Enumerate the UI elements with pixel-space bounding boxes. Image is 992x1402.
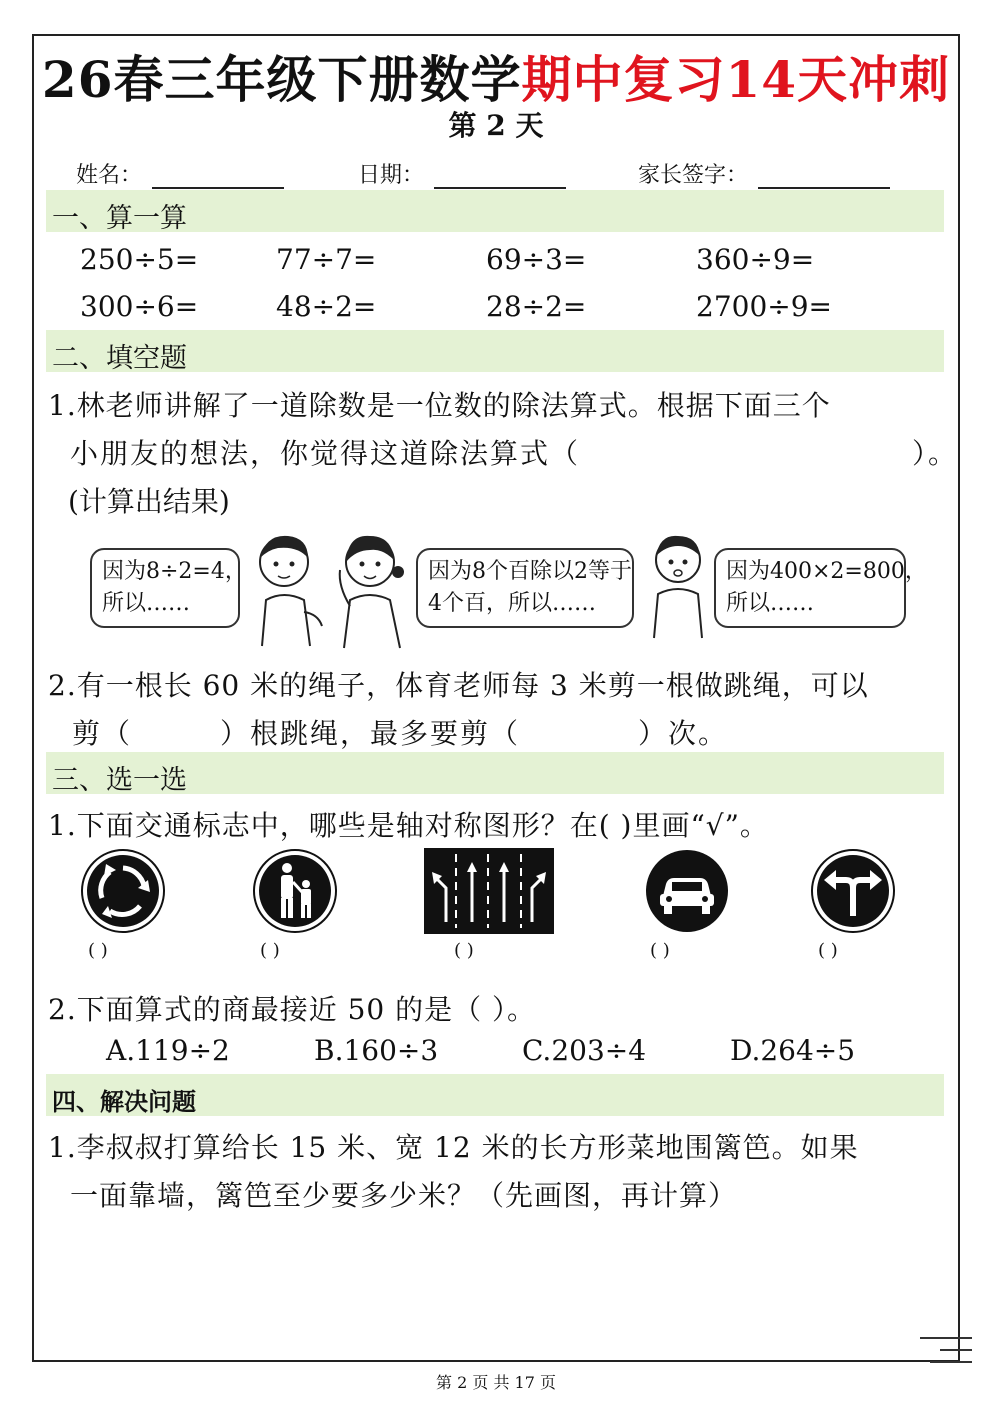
girl-illustration — [326, 526, 414, 650]
answer-paren-4[interactable]: ( ) — [650, 940, 670, 961]
calc-item: 250÷5= — [80, 243, 199, 276]
solve-q1-line2: 一面靠墙，篱笆至少要多少米？（先画图，再计算） — [70, 1179, 738, 1212]
left-right-turn-sign-icon — [810, 848, 896, 934]
calc-item: 69÷3= — [486, 243, 587, 276]
calc-item: 300÷6= — [80, 290, 199, 323]
bubble-1-line2: 所以…… — [102, 591, 191, 616]
answer-paren-5[interactable]: ( ) — [818, 940, 838, 961]
bubble-3-line1: 因为400×2=800， — [726, 559, 927, 584]
section-fill-header — [46, 330, 944, 372]
parent-sign-field — [638, 158, 890, 189]
fill-q1-line2: 小朋友的想法，你觉得这道除法算式（ — [70, 437, 581, 470]
calc-item: 28÷2= — [486, 290, 587, 323]
section-solve-header — [46, 1074, 944, 1116]
calc-item: 77÷7= — [276, 243, 377, 276]
date-label: 日期： — [358, 163, 425, 188]
lane-direction-sign-icon — [424, 848, 554, 934]
fill-q2-line2b: ）根跳绳，最多要剪（ — [220, 717, 521, 750]
section-fill-title: 二、填空题 — [52, 343, 187, 374]
section-choose-title: 三、选一选 — [52, 765, 187, 796]
bubble-1-line1: 因为8÷2=4， — [102, 559, 247, 584]
name-field — [76, 158, 284, 189]
parent-line[interactable] — [758, 165, 890, 189]
fill-q1-line1: 1.林老师讲解了一道除数是一位数的除法算式。根据下面三个 — [48, 389, 831, 422]
bubble-2-line2: 4个百，所以…… — [428, 591, 596, 616]
option-a[interactable]: A.119÷2 — [106, 1034, 230, 1067]
answer-paren-2[interactable]: ( ) — [260, 940, 280, 961]
fill-q2-line1: 2.有一根长 60 米的绳子，体育老师每 3 米剪一根做跳绳，可以 — [48, 669, 869, 702]
page-footer: 第 2 页 共 17 页 — [436, 1373, 556, 1392]
fill-q1-close: ）。 — [912, 437, 959, 470]
option-d[interactable]: D.264÷5 — [730, 1034, 856, 1067]
fill-q2-line2a: 剪（ — [72, 717, 133, 750]
speech-bubble-2 — [416, 548, 634, 628]
day-label: 第 2 天 — [448, 109, 544, 142]
calc-item: 360÷9= — [696, 243, 815, 276]
calc-item: 2700÷9= — [696, 290, 832, 323]
fill-q2-line2c: ）次。 — [638, 717, 729, 750]
choose-q2: 2.下面算式的商最接近 50 的是（ ）。 — [48, 993, 537, 1026]
option-c[interactable]: C.203÷4 — [522, 1034, 647, 1067]
option-b[interactable]: B.160÷3 — [314, 1034, 439, 1067]
section-solve-title: 四、解决问题 — [52, 1088, 196, 1116]
page-title — [0, 40, 992, 112]
boy-2-illustration — [644, 526, 714, 640]
date-line[interactable] — [434, 165, 566, 189]
roundabout-sign-icon — [80, 848, 166, 934]
motor-vehicle-sign-icon — [644, 848, 730, 934]
name-label: 姓名： — [76, 163, 143, 188]
section-calc-header — [46, 190, 944, 232]
fill-q1-note: (计算出结果) — [68, 485, 230, 518]
title-red: 期中复习14天冲刺 — [521, 50, 951, 109]
choose-q1: 1.下面交通标志中，哪些是轴对称图形？在( )里画“√”。 — [48, 809, 769, 842]
pedestrian-sign-icon — [252, 848, 338, 934]
answer-paren-3[interactable]: ( ) — [454, 940, 474, 961]
name-line[interactable] — [152, 165, 284, 189]
corner-lines-decoration — [920, 1330, 980, 1370]
title-black: 26春三年级下册数学 — [41, 50, 522, 109]
parent-label: 家长签字： — [638, 163, 749, 188]
speech-bubble-3 — [714, 548, 927, 628]
bubble-2-line1: 因为8个百除以2等于 — [428, 559, 632, 584]
section-choose-header — [46, 752, 944, 794]
boy-1-illustration — [238, 528, 328, 648]
speech-bubble-1 — [90, 548, 247, 628]
answer-paren-1[interactable]: ( ) — [88, 940, 108, 961]
solve-q1-line1: 1.李叔叔打算给长 15 米、宽 12 米的长方形菜地围篱笆。如果 — [48, 1131, 859, 1164]
bubble-3-line2: 所以…… — [726, 591, 815, 616]
calc-item: 48÷2= — [276, 290, 377, 323]
date-field — [358, 158, 566, 189]
section-calc-title: 一、算一算 — [52, 203, 187, 234]
